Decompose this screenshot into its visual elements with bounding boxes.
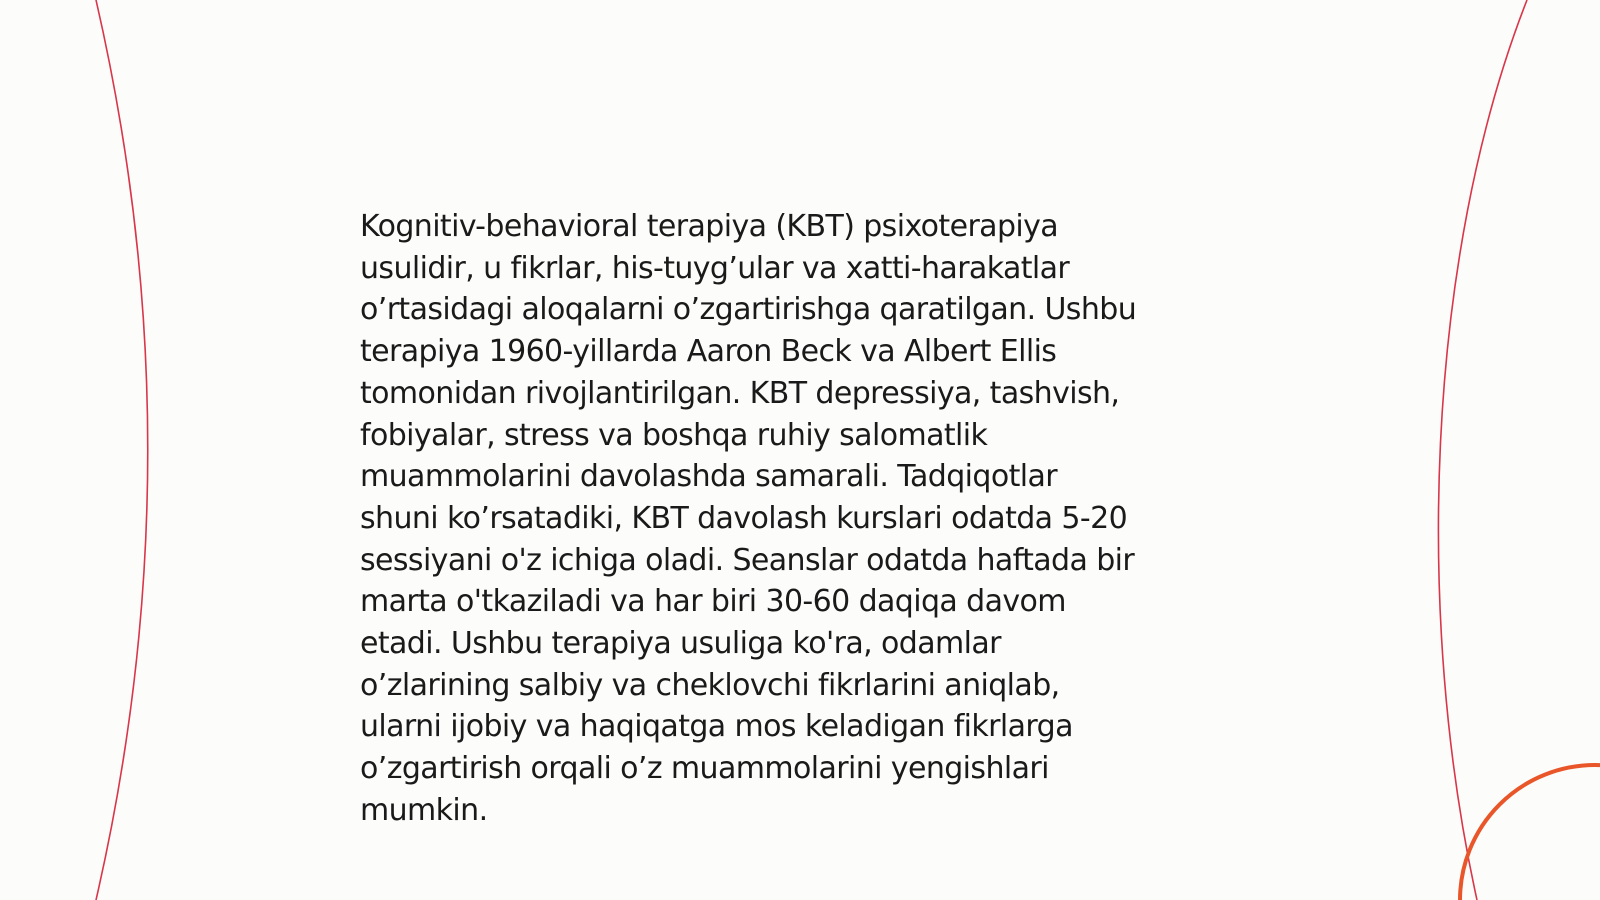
right-arc-line <box>1438 0 1527 900</box>
body-line: terapiya 1960-yillarda Aaron Beck va Albert Ellis <box>360 334 1057 370</box>
body-line: sessiyani o'z ichiga oladi. Seanslar odatda haftada bir <box>360 542 1135 578</box>
body-line: etadi. Ushbu terapiya usuliga ko'ra, odamlar <box>360 626 1001 662</box>
body-line: mumkin. <box>360 792 488 828</box>
body-line: o’zgartirish orqali o’z muammolarini yengishlari <box>360 751 1049 787</box>
body-line: o’zlarining salbiy va cheklovchi fikrlarini aniqlab, <box>360 667 1060 703</box>
left-arc-line <box>96 0 148 900</box>
body-line: Kognitiv-behavioral terapiya (KBT) psixoterapiya <box>360 209 1059 244</box>
body-line: marta o'tkaziladi va har biri 30-60 daqiqa davom <box>360 584 1066 620</box>
body-line: muammolarini davolashda samarali. Tadqiqotlar <box>360 459 1058 495</box>
body-line: ularni ijobiy va haqiqatga mos keladigan fikrlarga <box>360 709 1073 745</box>
body-line: fobiyalar, stress va boshqa ruhiy salomatlik <box>360 417 988 453</box>
corner-circle-shape <box>1460 765 1600 900</box>
body-line: o’rtasidagi aloqalarni o’zgartirishga qaratilgan. Ushbu <box>360 292 1137 328</box>
body-line: tomonidan rivojlantirilgan. KBT depressiya, tashvish, <box>360 375 1120 411</box>
body-line: usulidir, u fikrlar, his-tuyg’ular va xatti-harakatlar <box>360 250 1070 286</box>
slide-body-text <box>360 206 1240 832</box>
body-line: shuni ko’rsatadiki, KBT davolash kurslari odatda 5-20 <box>360 500 1128 536</box>
